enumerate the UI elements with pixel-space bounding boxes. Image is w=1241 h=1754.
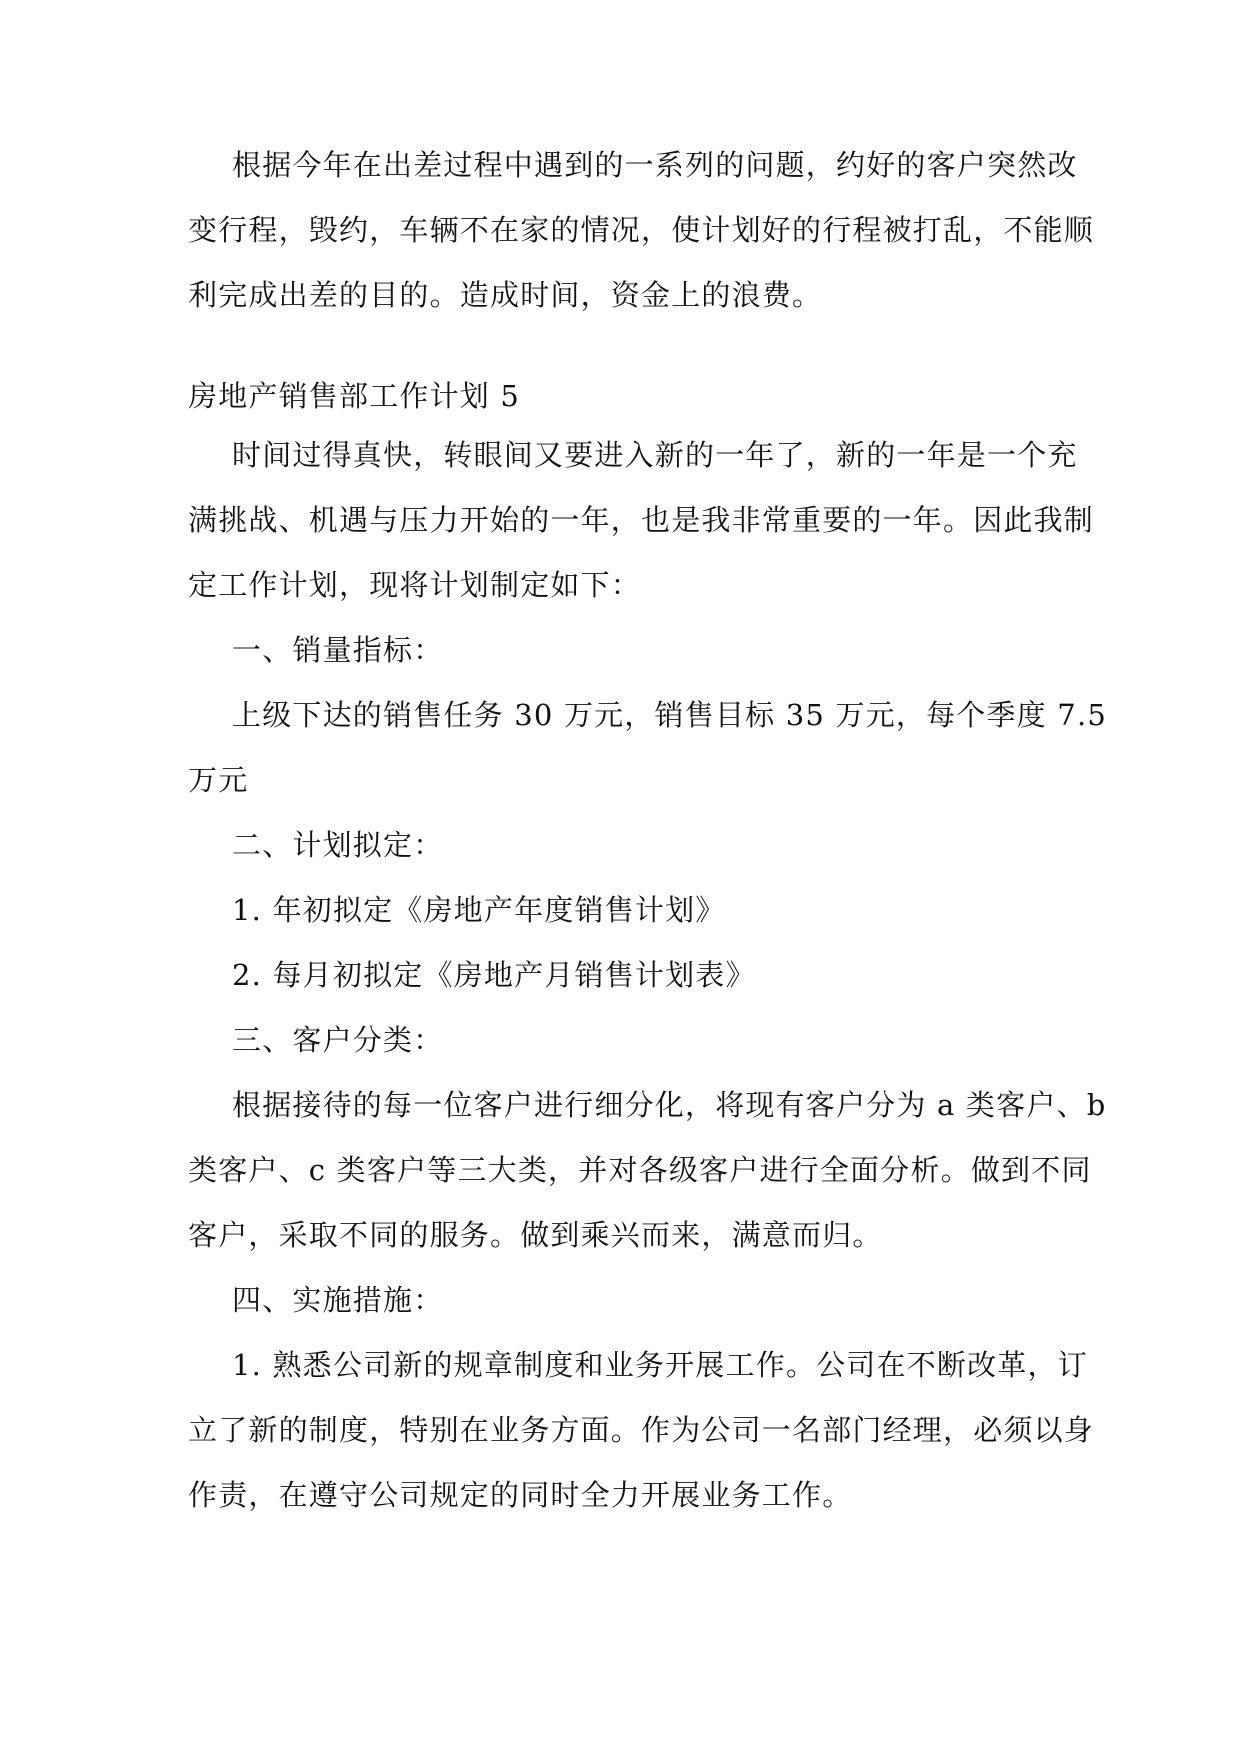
heading-text: 二、计划拟定： <box>232 828 444 862</box>
section-title-text: 房地产销售部工作计划 5 <box>188 379 521 413</box>
heading-text: 一、销量指标： <box>232 633 444 667</box>
text-line: 立了新的制度，特别在业务方面。作为公司一名部门经理，必须以身 <box>188 1413 1095 1447</box>
heading-plan <box>188 813 1068 878</box>
customer-paragraph <box>188 1073 1107 1268</box>
plan-item-annual <box>188 878 1068 943</box>
text-line: 满挑战、机遇与压力开始的一年，也是我非常重要的一年。因此我制 <box>188 503 1095 537</box>
text-line: 根据接待的每一位客户进行细分化，将现有客户分为 a 类客户、b <box>232 1088 1107 1122</box>
intro-paragraph <box>188 133 1095 328</box>
list-item: 1. 年初拟定《房地产年度销售计划》 <box>232 893 726 927</box>
heading-text: 四、实施措施： <box>232 1283 444 1317</box>
text-line: 时间过得真快，转眼间又要进入新的一年了，新的一年是一个充 <box>232 438 1078 472</box>
heading-sales-indicators <box>188 618 1068 683</box>
measure-paragraph <box>188 1333 1095 1528</box>
text-line: 类客户、c 类客户等三大类，并对各级客户进行全面分析。做到不同 <box>188 1153 1092 1187</box>
opening-paragraph <box>188 423 1095 618</box>
section-title <box>188 364 1068 429</box>
text-line: 作责，在遵守公司规定的同时全力开展业务工作。 <box>188 1478 853 1512</box>
heading-text: 三、客户分类： <box>232 1023 444 1057</box>
text-line: 万元 <box>188 763 249 797</box>
heading-measures <box>188 1268 1068 1333</box>
plan-item-monthly <box>188 943 1068 1008</box>
text-line: 定工作计划，现将计划制定如下： <box>188 568 642 602</box>
text-line: 上级下达的销售任务 30 万元，销售目标 35 万元，每个季度 7.5 <box>232 698 1108 732</box>
text-line: 利完成出差的目的。造成时间，资金上的浪费。 <box>188 278 823 312</box>
text-line: 1. 熟悉公司新的规章制度和业务开展工作。公司在不断改革，订 <box>232 1348 1088 1382</box>
list-item: 2. 每月初拟定《房地产月销售计划表》 <box>232 958 756 992</box>
heading-customer-classification <box>188 1008 1068 1073</box>
text-line: 根据今年在出差过程中遇到的一系列的问题，约好的客户突然改 <box>232 148 1078 182</box>
text-line: 客户，采取不同的服务。做到乘兴而来，满意而归。 <box>188 1218 883 1252</box>
text-line: 变行程，毁约，车辆不在家的情况，使计划好的行程被打乱，不能顺 <box>188 213 1095 247</box>
sales-target-paragraph <box>188 683 1108 813</box>
